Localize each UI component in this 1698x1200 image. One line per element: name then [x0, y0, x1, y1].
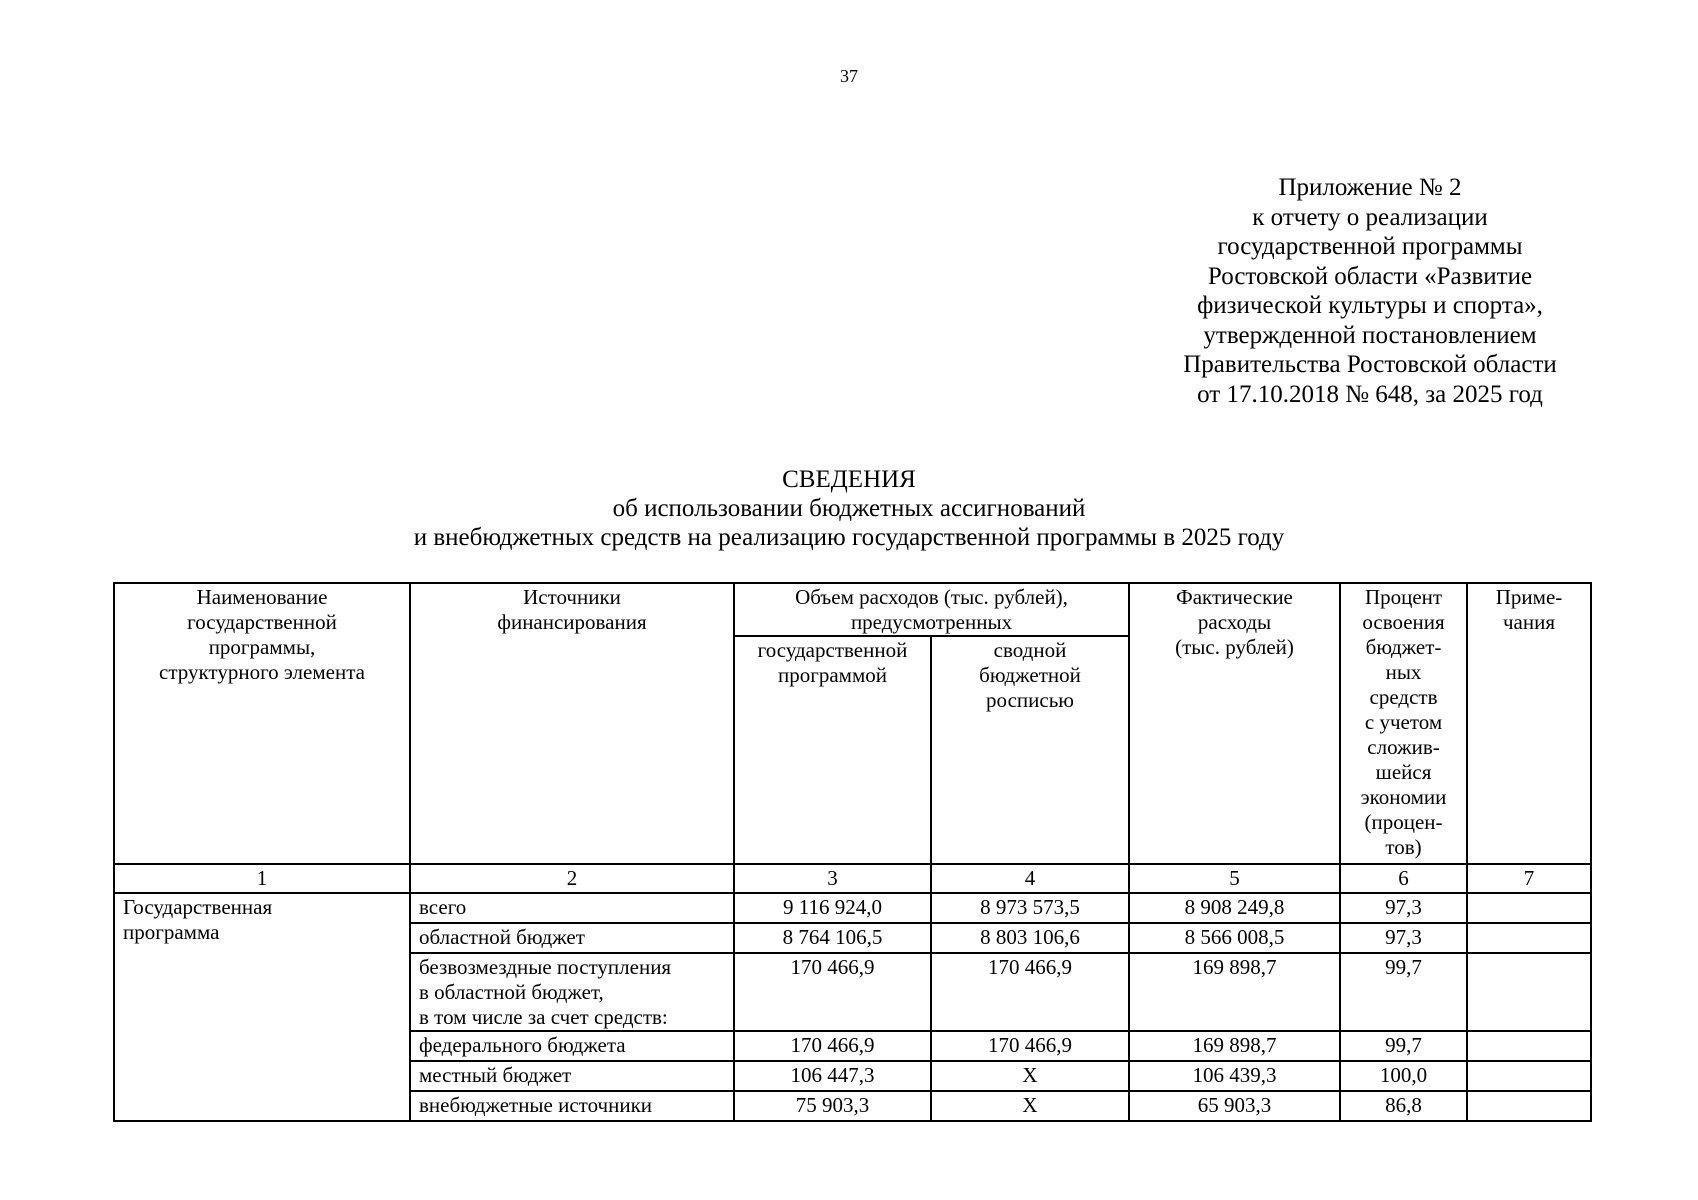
program-value: 9 116 924,0 — [734, 893, 931, 923]
budget-value: 8 973 573,5 — [931, 893, 1129, 923]
notes-value — [1467, 1091, 1591, 1121]
column-number: 7 — [1467, 864, 1591, 893]
source-cell: федерального бюджета — [410, 1031, 734, 1061]
program-value: 170 466,9 — [734, 1031, 931, 1061]
percent-value: 100,0 — [1340, 1061, 1467, 1091]
column-number: 2 — [410, 864, 734, 893]
appendix-line: физической культуры и спорта», — [1197, 292, 1543, 319]
budget-value: 170 466,9 — [931, 1031, 1129, 1061]
actual-value: 65 903,3 — [1129, 1091, 1340, 1121]
appendix-line: Приложение № 2 — [1278, 174, 1462, 201]
appendix-line: Правительства Ростовской области — [1183, 351, 1557, 378]
program-name-cell: Государственная программа — [114, 893, 410, 1121]
column-numbers-row — [114, 864, 1591, 893]
program-value: 170 466,9 — [734, 953, 931, 1031]
source-cell: всего — [410, 893, 734, 923]
report-table — [113, 582, 1592, 1122]
notes-value — [1467, 953, 1591, 1031]
budget-value: 170 466,9 — [931, 953, 1129, 1031]
percent-value: 99,7 — [1340, 1031, 1467, 1061]
actual-value: 106 439,3 — [1129, 1061, 1340, 1091]
budget-value: Х — [931, 1061, 1129, 1091]
actual-value: 8 908 249,8 — [1129, 893, 1340, 923]
actual-value: 169 898,7 — [1129, 1031, 1340, 1061]
header-row — [114, 583, 1591, 636]
appendix-line: Ростовской области «Развитие — [1207, 262, 1533, 290]
header-actual: Фактические расходы (тыс. рублей) — [1129, 583, 1340, 864]
appendix-line: от 17.10.2018 № 648, за 2025 год — [1197, 380, 1543, 408]
column-number: 5 — [1129, 864, 1340, 893]
header-name: Наименование государственной программы, структурного элемента — [114, 583, 410, 864]
header-notes: Приме- чания — [1467, 583, 1591, 864]
title-line: и внебюджетных средств на реализацию государственной программы в 2025 году — [413, 524, 1285, 551]
notes-value — [1467, 1031, 1591, 1061]
header-sources: Источники финансирования — [410, 583, 734, 864]
column-number: 3 — [734, 864, 931, 893]
notes-value — [1467, 923, 1591, 953]
header-percent: Процент освоения бюджет- ных средств с учетом сложив- шейся экономии (процен- тов) — [1340, 583, 1467, 864]
budget-value: Х — [931, 1091, 1129, 1121]
document-title — [0, 465, 1698, 552]
source-cell: внебюджетные источники — [410, 1091, 734, 1121]
source-cell: местный бюджет — [410, 1061, 734, 1091]
program-value: 8 764 106,5 — [734, 923, 931, 953]
percent-value: 97,3 — [1340, 923, 1467, 953]
program-value: 75 903,3 — [734, 1091, 931, 1121]
actual-value: 169 898,7 — [1129, 953, 1340, 1031]
header-volume-program: государственной программой — [734, 636, 931, 864]
source-cell: безвозмездные поступления в областной бюджет, в том числе за счет средств: — [410, 953, 734, 1031]
notes-value — [1467, 893, 1591, 923]
actual-value: 8 566 008,5 — [1129, 923, 1340, 953]
program-value: 106 447,3 — [734, 1061, 931, 1091]
source-cell: областной бюджет — [410, 923, 734, 953]
percent-value: 86,8 — [1340, 1091, 1467, 1121]
budget-value: 8 803 106,6 — [931, 923, 1129, 953]
title-heading: СВЕДЕНИЯ — [782, 466, 916, 493]
page-number: 37 — [840, 66, 858, 86]
table-row — [114, 893, 1591, 923]
percent-value: 99,7 — [1340, 953, 1467, 1031]
header-volume-budget: сводной бюджетной росписью — [931, 636, 1129, 864]
percent-value: 97,3 — [1340, 893, 1467, 923]
column-number: 6 — [1340, 864, 1467, 893]
appendix-line: государственной программы — [1217, 233, 1523, 260]
notes-value — [1467, 1061, 1591, 1091]
title-line: об использовании бюджетных ассигнований — [612, 495, 1086, 522]
header-volume: Объем расходов (тыс. рублей), предусмотренных — [734, 583, 1129, 636]
appendix-line: утвержденной постановлением — [1203, 321, 1537, 349]
appendix-header — [1150, 173, 1590, 409]
column-number: 1 — [114, 864, 410, 893]
column-number: 4 — [931, 864, 1129, 893]
appendix-line: к отчету о реализации — [1252, 203, 1488, 231]
